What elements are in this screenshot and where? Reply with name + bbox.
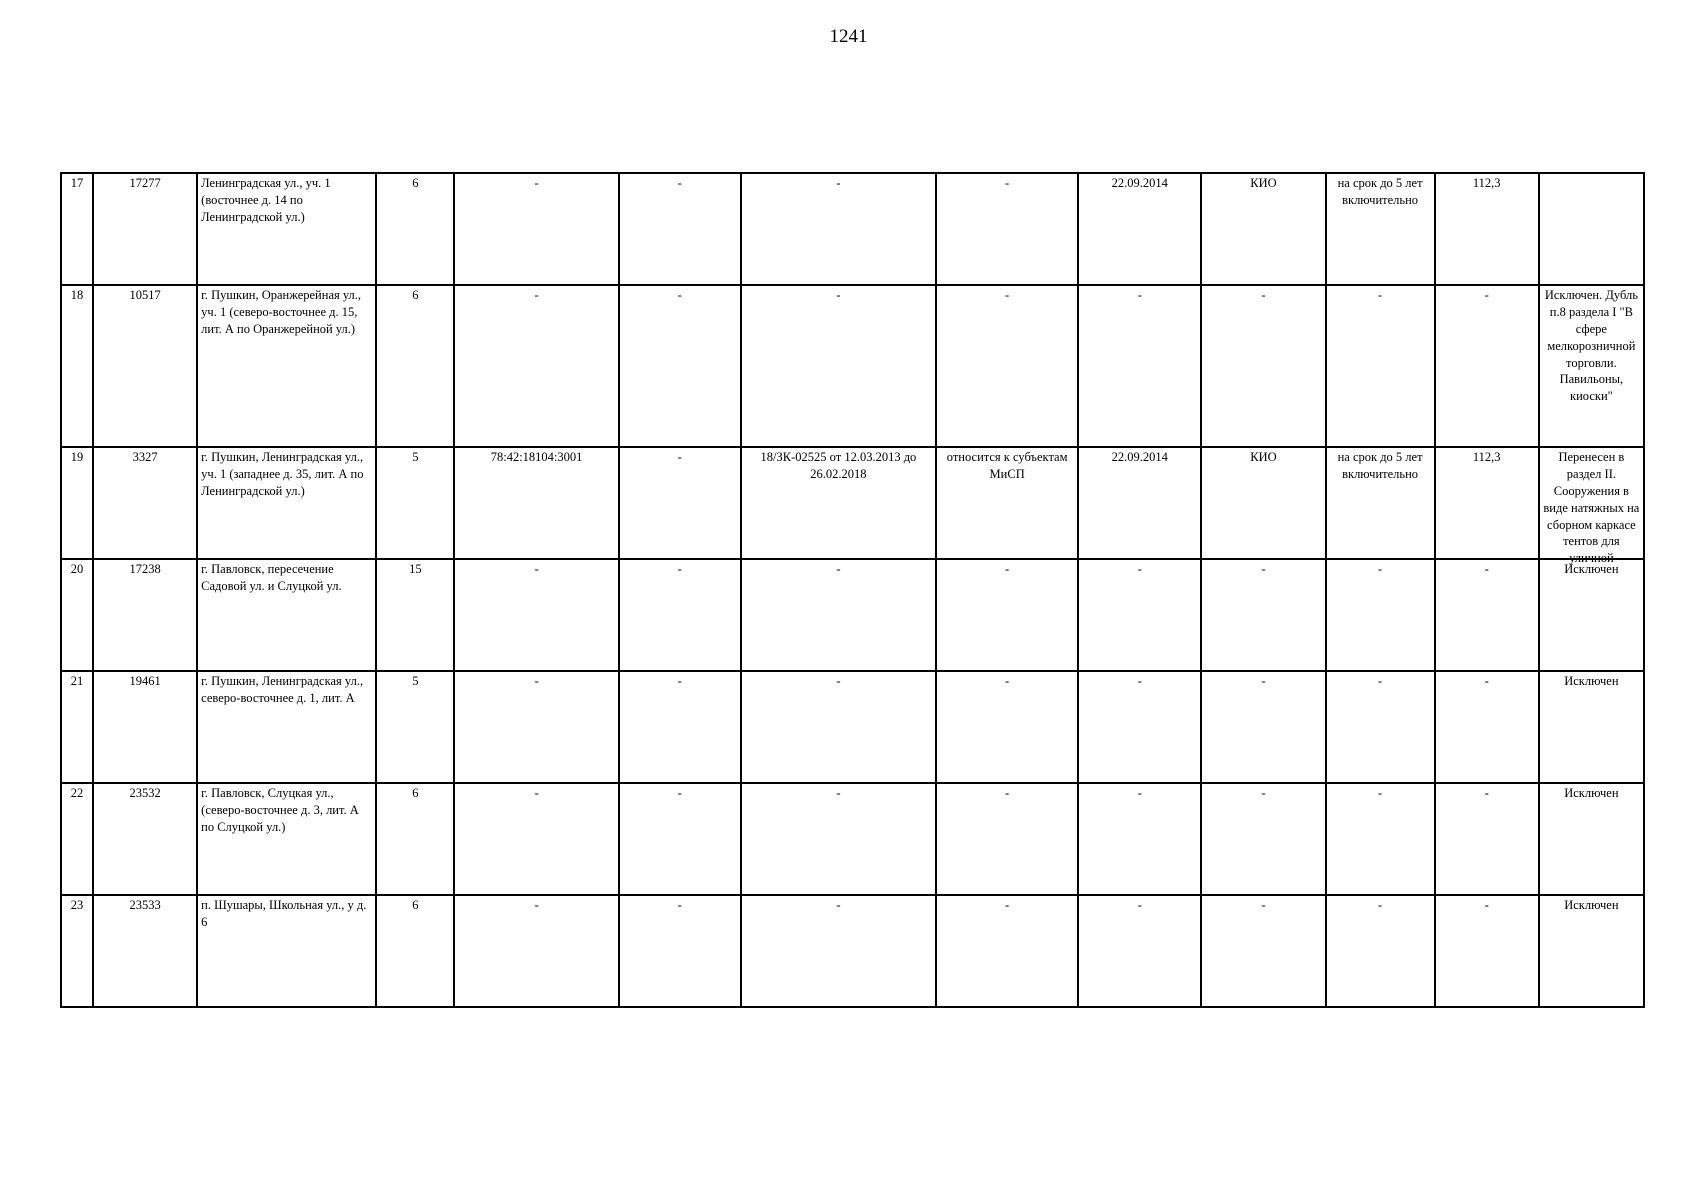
table-cell: -	[619, 895, 741, 1007]
date-cell: -	[1078, 895, 1201, 1007]
authority-cell: КИО	[1201, 447, 1325, 559]
smb-status-cell: -	[936, 173, 1078, 285]
note-cell: Исключен	[1539, 783, 1644, 895]
term-cell: на срок до 5 лет включительно	[1326, 447, 1435, 559]
table-row	[61, 447, 1644, 559]
term-cell: -	[1326, 895, 1435, 1007]
cadastral-number-cell: -	[454, 285, 618, 447]
address-cell: г. Пушкин, Ленинградская ул., северо-восточнее д. 1, лит. А	[197, 671, 376, 783]
authority-cell: -	[1201, 559, 1325, 671]
term-cell: -	[1326, 783, 1435, 895]
cadastral-number-cell: -	[454, 671, 618, 783]
authority-cell: -	[1201, 671, 1325, 783]
area-cell: 5	[376, 447, 454, 559]
row-number: 23	[61, 895, 93, 1007]
area-cell: 15	[376, 559, 454, 671]
cadastral-number-cell: -	[454, 173, 618, 285]
address-cell: Ленинградская ул., уч. 1 (восточнее д. 14 по Ленинградской ул.)	[197, 173, 376, 285]
table-row	[61, 173, 1644, 285]
smb-status-cell: -	[936, 895, 1078, 1007]
address-cell: г. Павловск, пересечение Садовой ул. и Слуцкой ул.	[197, 559, 376, 671]
note-cell	[1539, 173, 1644, 285]
smb-status-cell: -	[936, 285, 1078, 447]
smb-status-cell: -	[936, 559, 1078, 671]
note-cell: Исключен. Дубль п.8 раздела I "В сфере мелкорозничной торговли. Павильоны, киоски"	[1539, 285, 1644, 447]
authority-cell: -	[1201, 783, 1325, 895]
object-id: 17277	[93, 173, 197, 285]
term-cell: на срок до 5 лет включительно	[1326, 173, 1435, 285]
table-cell: -	[619, 783, 741, 895]
object-id: 3327	[93, 447, 197, 559]
smb-status-cell: -	[936, 783, 1078, 895]
value-cell: -	[1435, 285, 1539, 447]
term-cell: -	[1326, 559, 1435, 671]
address-cell: г. Пушкин, Оранжерейная ул., уч. 1 (северо-восточнее д. 15, лит. А по Оранжерейной ул.)	[197, 285, 376, 447]
page-number: 1241	[829, 26, 868, 47]
cadastral-number-cell: -	[454, 783, 618, 895]
registry-table	[60, 172, 1645, 1008]
date-cell: -	[1078, 285, 1201, 447]
contract-cell: 18/ЗК-02525 от 12.03.2013 до 26.02.2018	[741, 447, 936, 559]
address-cell: п. Шушары, Школьная ул., у д. 6	[197, 895, 376, 1007]
contract-cell: -	[741, 559, 936, 671]
note-text: Перенесен в раздел II. Сооружения в виде натяжных на сборном каркасе тентов для уличной	[1543, 450, 1640, 566]
value-cell: -	[1435, 559, 1539, 671]
table-cell: -	[619, 173, 741, 285]
cadastral-number-cell: 78:42:18104:3001	[454, 447, 618, 559]
row-number: 19	[61, 447, 93, 559]
value-cell: -	[1435, 671, 1539, 783]
note-cell: Исключен	[1539, 671, 1644, 783]
object-id: 10517	[93, 285, 197, 447]
object-id: 23533	[93, 895, 197, 1007]
date-cell: 22.09.2014	[1078, 173, 1201, 285]
table-row	[61, 285, 1644, 447]
note-cell	[1539, 447, 1644, 566]
note-cell: Исключен	[1539, 895, 1644, 1007]
area-cell: 6	[376, 173, 454, 285]
smb-status-cell: относится к субъектам МиСП	[936, 447, 1078, 559]
date-cell: -	[1078, 671, 1201, 783]
table-cell: -	[619, 559, 741, 671]
term-cell: -	[1326, 671, 1435, 783]
table-cell: -	[619, 285, 741, 447]
contract-cell: -	[741, 895, 936, 1007]
table-row	[61, 559, 1644, 671]
value-cell: 112,3	[1435, 447, 1539, 559]
row-number: 17	[61, 173, 93, 285]
authority-cell: -	[1201, 895, 1325, 1007]
row-number: 20	[61, 559, 93, 671]
object-id: 17238	[93, 559, 197, 671]
value-cell: -	[1435, 895, 1539, 1007]
table-row	[61, 783, 1644, 895]
date-cell: 22.09.2014	[1078, 447, 1201, 559]
value-cell: 112,3	[1435, 173, 1539, 285]
row-number: 22	[61, 783, 93, 895]
note-cell: Исключен	[1539, 559, 1644, 671]
object-id: 23532	[93, 783, 197, 895]
smb-status-cell: -	[936, 671, 1078, 783]
row-number: 21	[61, 671, 93, 783]
cadastral-number-cell: -	[454, 895, 618, 1007]
date-cell: -	[1078, 559, 1201, 671]
value-cell: -	[1435, 783, 1539, 895]
authority-cell: КИО	[1201, 173, 1325, 285]
term-cell: -	[1326, 285, 1435, 447]
area-cell: 6	[376, 285, 454, 447]
table-cell: -	[619, 671, 741, 783]
table-cell: -	[619, 447, 741, 559]
object-id: 19461	[93, 671, 197, 783]
contract-cell: -	[741, 671, 936, 783]
contract-cell: -	[741, 783, 936, 895]
area-cell: 6	[376, 783, 454, 895]
area-cell: 6	[376, 895, 454, 1007]
address-cell: г. Пушкин, Ленинградская ул., уч. 1 (западнее д. 35, лит. А по Ленинградской ул.)	[197, 447, 376, 559]
date-cell: -	[1078, 783, 1201, 895]
row-number: 18	[61, 285, 93, 447]
address-cell: г. Павловск, Слуцкая ул., (северо-восточнее д. 3, лит. А по Слуцкой ул.)	[197, 783, 376, 895]
contract-cell: -	[741, 285, 936, 447]
cadastral-number-cell: -	[454, 559, 618, 671]
table-row	[61, 671, 1644, 783]
area-cell: 5	[376, 671, 454, 783]
contract-cell: -	[741, 173, 936, 285]
table-row	[61, 895, 1644, 1007]
authority-cell: -	[1201, 285, 1325, 447]
